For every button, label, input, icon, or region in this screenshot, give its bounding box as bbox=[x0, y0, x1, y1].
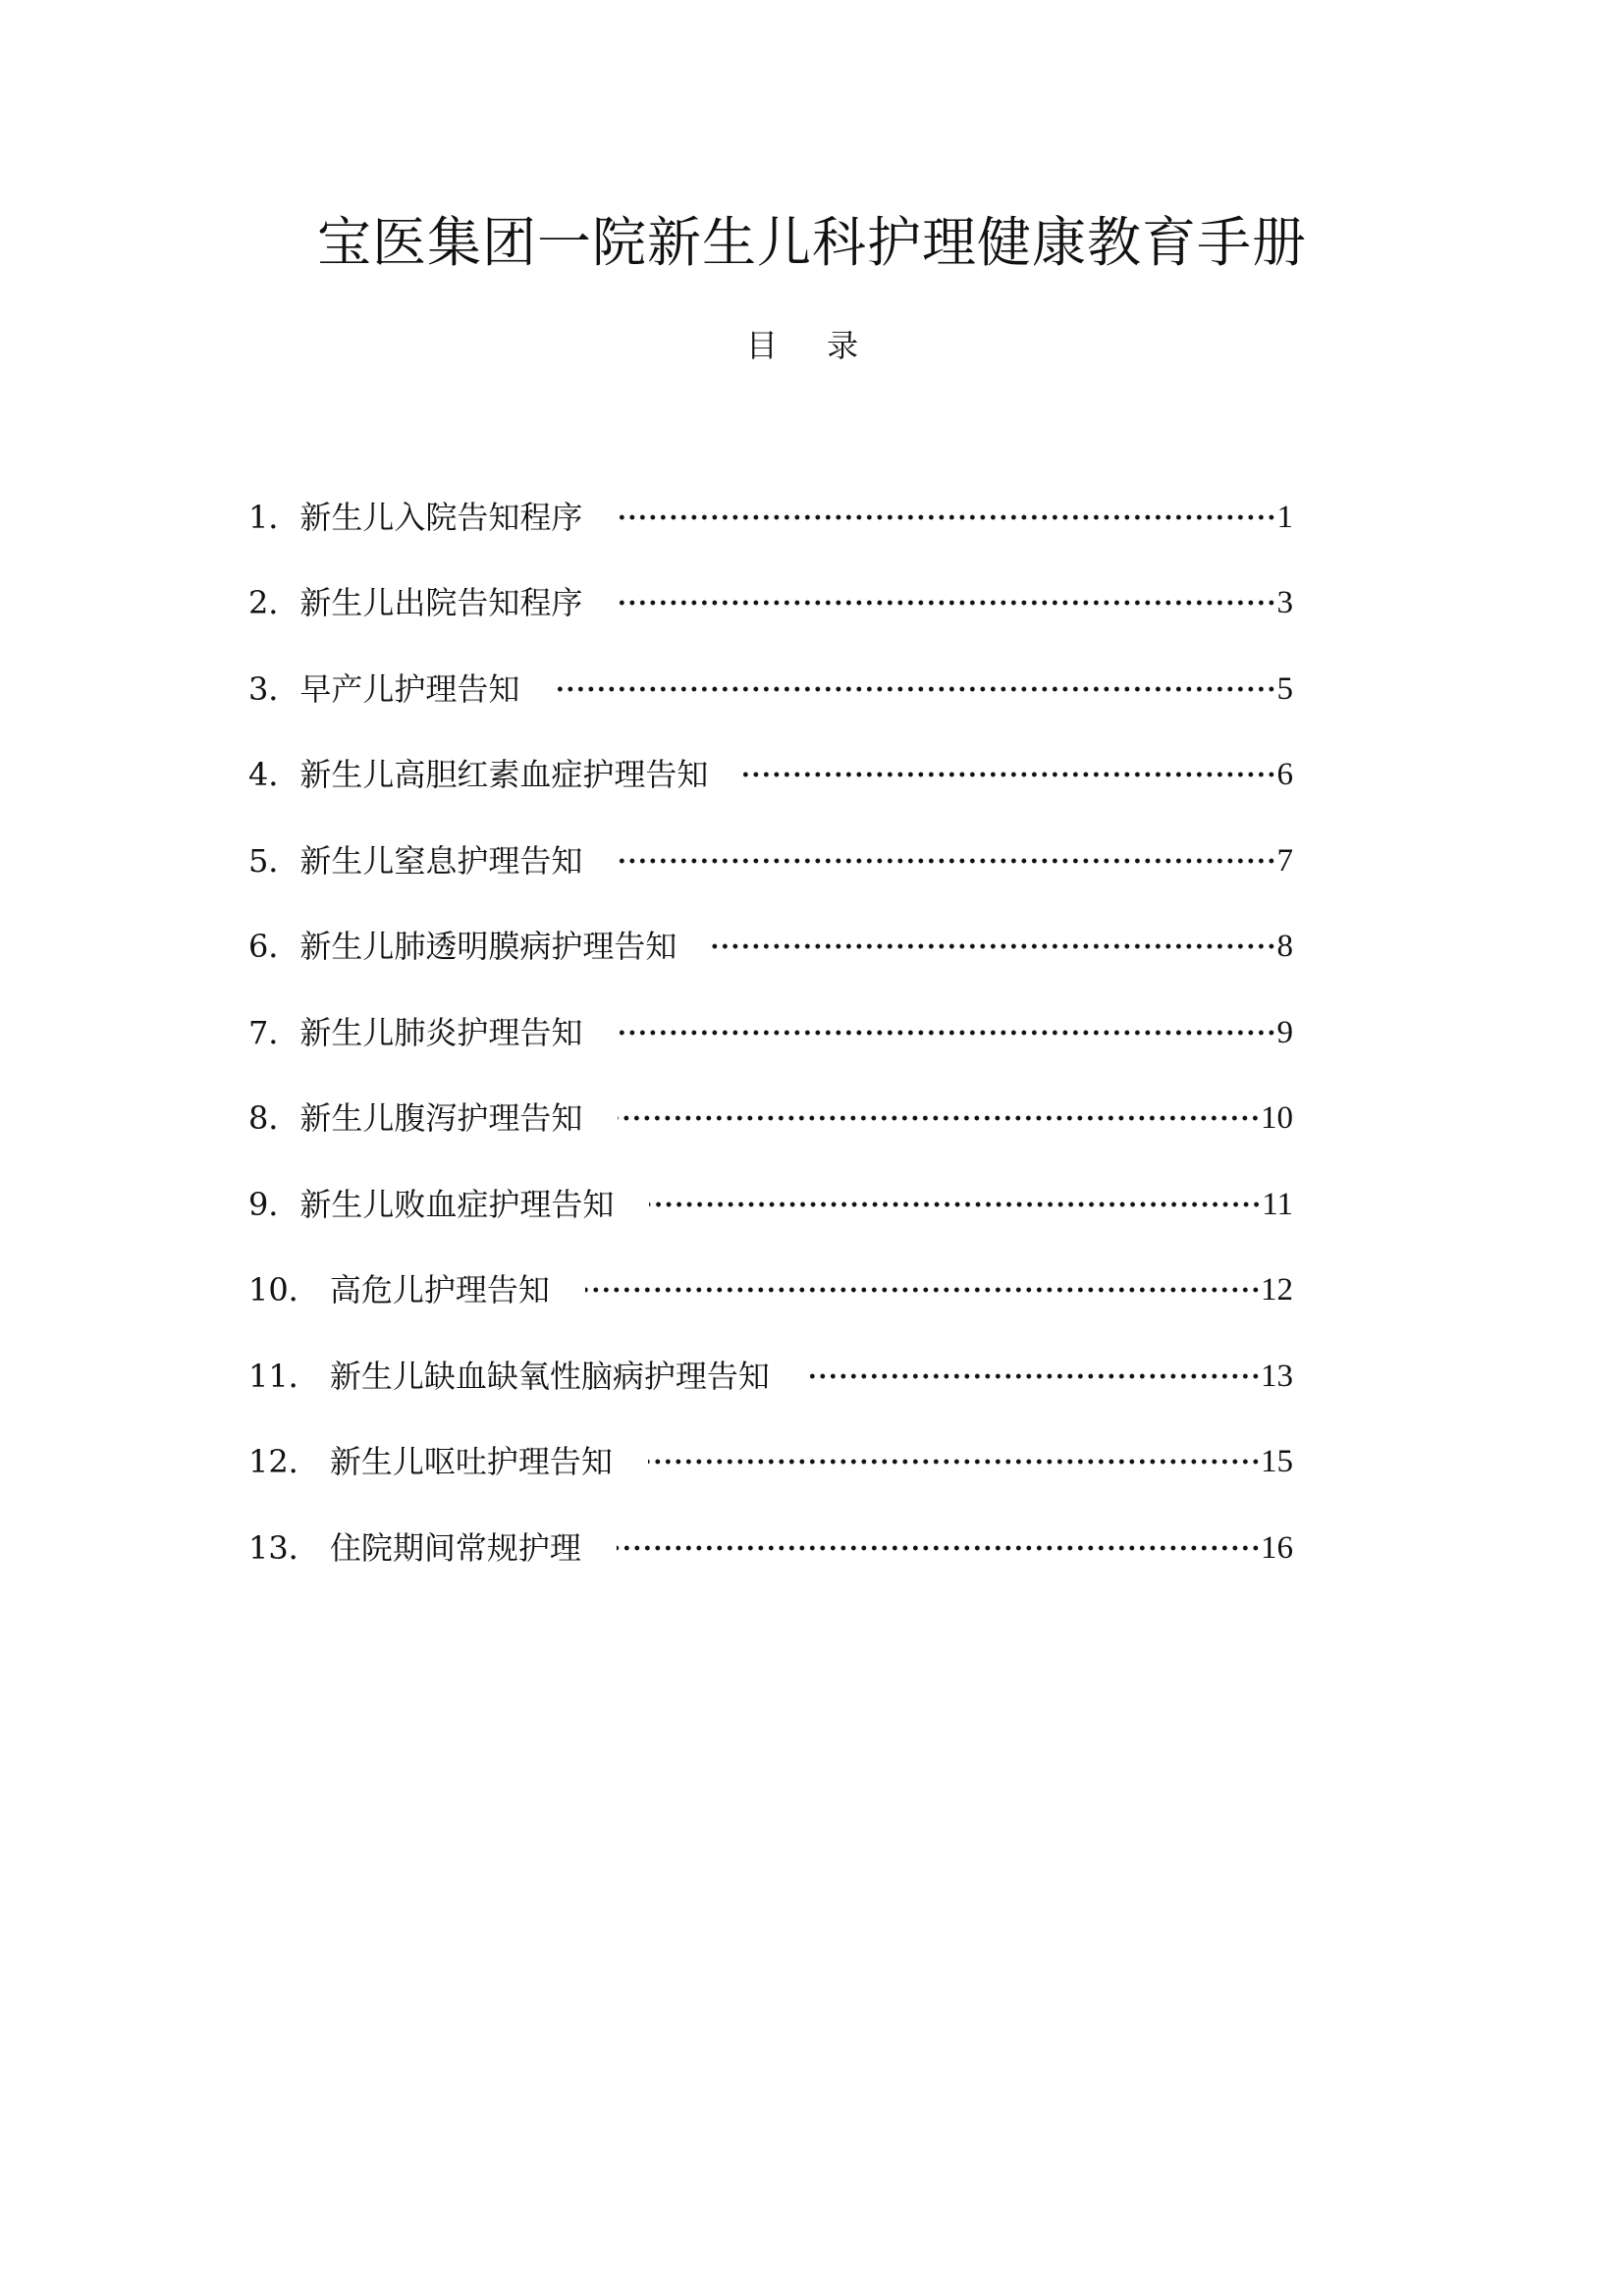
toc-entry-label: 新生儿腹泻护理告知 bbox=[299, 1099, 583, 1138]
toc-entry-number: 10． bbox=[248, 1271, 330, 1309]
toc-entry-page: 16 bbox=[1261, 1529, 1293, 1566]
dot-leader bbox=[805, 1372, 1261, 1380]
toc-entry-page: 13 bbox=[1261, 1358, 1293, 1394]
toc-entry-number: 11． bbox=[248, 1357, 330, 1395]
toc-entry-label: 住院期间常规护理 bbox=[329, 1528, 581, 1567]
toc-entry[interactable] bbox=[248, 1076, 1293, 1162]
toc-entry-page: 9 bbox=[1276, 1014, 1293, 1050]
dot-leader bbox=[618, 1029, 1276, 1037]
dot-leader bbox=[618, 599, 1276, 607]
toc-entry-page: 11 bbox=[1262, 1186, 1293, 1222]
toc-entry-label: 新生儿呕吐护理告知 bbox=[329, 1443, 613, 1481]
toc-entry-page: 10 bbox=[1261, 1100, 1293, 1137]
dot-leader bbox=[585, 1286, 1261, 1294]
toc-entry-label: 早产儿护理告知 bbox=[299, 669, 520, 708]
toc-entry[interactable] bbox=[248, 1333, 1293, 1419]
toc-entry[interactable] bbox=[248, 561, 1293, 647]
toc-entry[interactable] bbox=[248, 646, 1293, 732]
toc-entry-number: 6． bbox=[248, 928, 300, 966]
toc-entry[interactable] bbox=[248, 904, 1293, 990]
toc-entry-page: 15 bbox=[1261, 1444, 1293, 1480]
toc-entry[interactable] bbox=[248, 818, 1293, 904]
toc-entry-page: 7 bbox=[1276, 842, 1293, 879]
toc-entry-number: 4． bbox=[248, 756, 300, 794]
toc-entry[interactable] bbox=[248, 1419, 1293, 1506]
toc-entry-number: 5． bbox=[248, 841, 300, 880]
toc-entry-number: 9． bbox=[248, 1185, 300, 1223]
toc-entry[interactable] bbox=[248, 732, 1293, 819]
toc-entry-page: 6 bbox=[1276, 757, 1293, 793]
toc-entry-number: 12． bbox=[248, 1443, 330, 1481]
toc-entry[interactable] bbox=[248, 474, 1293, 561]
dot-leader bbox=[618, 857, 1276, 865]
toc-entry[interactable] bbox=[248, 1161, 1293, 1248]
toc-entry-label: 新生儿入院告知程序 bbox=[299, 498, 583, 536]
toc-entry-number: 8． bbox=[248, 1099, 300, 1138]
toc-entry-page: 8 bbox=[1276, 929, 1293, 965]
dot-leader bbox=[712, 942, 1276, 950]
toc-entry-label: 新生儿缺血缺氧性脑病护理告知 bbox=[329, 1357, 770, 1395]
toc-entry-label: 新生儿肺炎护理告知 bbox=[299, 1013, 583, 1051]
toc-entry-label: 新生儿高胆红素血症护理告知 bbox=[299, 756, 709, 794]
toc-entry-label: 新生儿肺透明膜病护理告知 bbox=[299, 928, 677, 966]
toc-entry-number: 1． bbox=[248, 498, 300, 536]
document-title: 宝医集团一院新生儿科护理健康教育手册 bbox=[316, 211, 1307, 274]
toc-entry-label: 新生儿出院告知程序 bbox=[299, 584, 583, 622]
toc-entry-page: 5 bbox=[1276, 670, 1293, 707]
toc-entry-page: 1 bbox=[1276, 499, 1293, 535]
dot-leader bbox=[743, 771, 1276, 778]
toc-entry[interactable] bbox=[248, 1248, 1293, 1334]
toc-entry[interactable] bbox=[248, 989, 1293, 1076]
dot-leader bbox=[618, 513, 1276, 521]
toc-entry-label: 新生儿窒息护理告知 bbox=[299, 841, 583, 880]
toc-entry-number: 7． bbox=[248, 1013, 300, 1051]
toc-heading: 目 录 bbox=[745, 327, 879, 364]
dot-leader bbox=[649, 1201, 1262, 1208]
dot-leader bbox=[617, 1544, 1261, 1552]
dot-leader bbox=[648, 1458, 1261, 1466]
toc-entry-number: 13． bbox=[248, 1528, 330, 1567]
dot-leader bbox=[555, 685, 1276, 693]
toc-entry-number: 3． bbox=[248, 669, 300, 708]
toc-entry-label: 新生儿败血症护理告知 bbox=[299, 1185, 615, 1223]
dot-leader bbox=[618, 1114, 1261, 1122]
table-of-contents bbox=[248, 474, 1293, 1591]
toc-entry-label: 高危儿护理告知 bbox=[329, 1271, 550, 1309]
toc-entry-page: 3 bbox=[1276, 585, 1293, 621]
toc-entry-page: 12 bbox=[1261, 1272, 1293, 1308]
toc-entry-number: 2． bbox=[248, 584, 300, 622]
toc-entry[interactable] bbox=[248, 1505, 1293, 1591]
